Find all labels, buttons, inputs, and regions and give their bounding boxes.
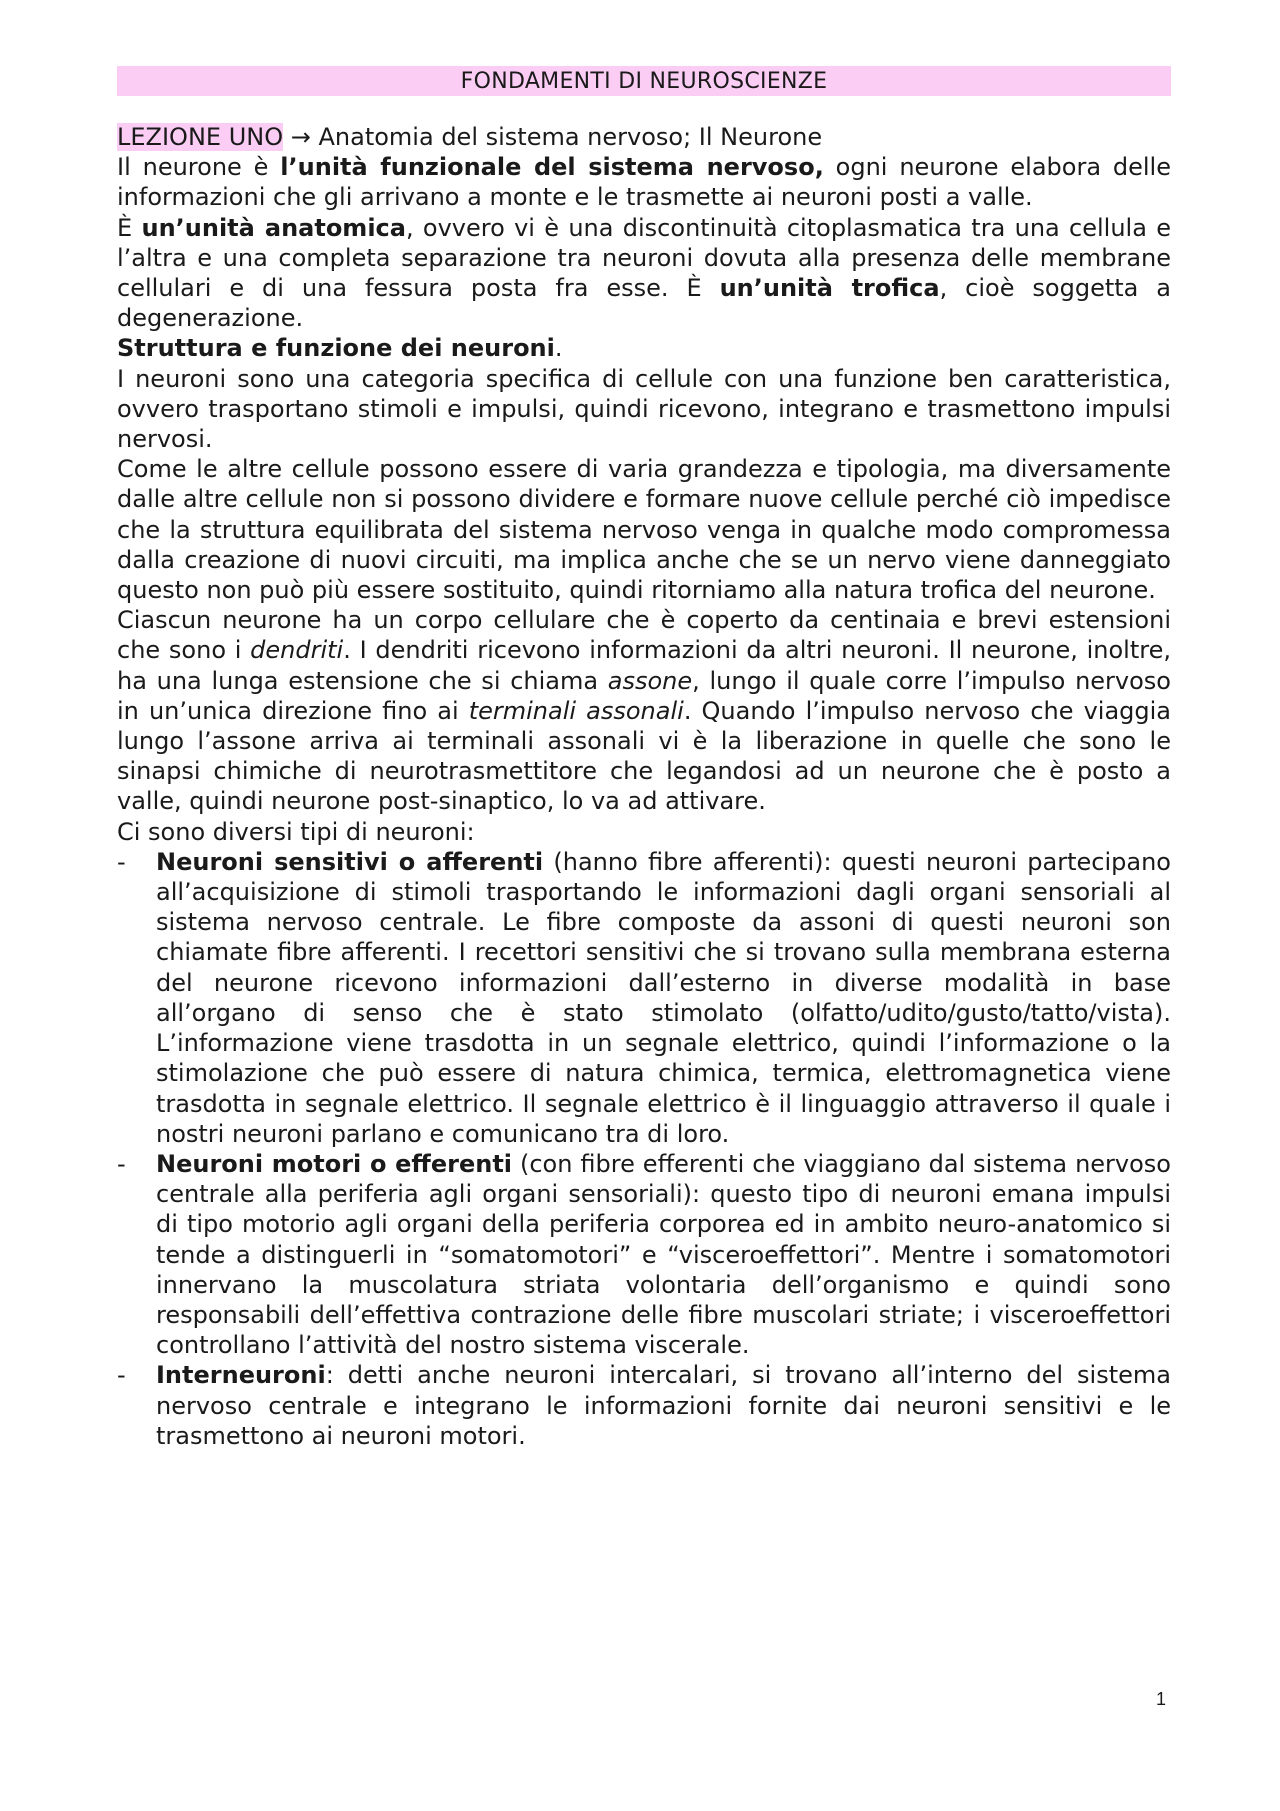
document-body <box>117 122 1171 1451</box>
page-number: 1 <box>1156 1689 1167 1709</box>
paragraph-neuron-category: I neuroni sono una categoria specifica di cellule con una funzione ben caratteristica, ovvero trasportano stimoli e impulsi, quindi ricevono, integrano e trasmettono impulsi nervosi. <box>117 364 1171 454</box>
anatomical-unit-bold: un’unità anatomica <box>141 213 406 242</box>
dash-bullet: - <box>117 1149 126 1178</box>
paragraph-cell-division: Come le altre cellule possono essere di varia grandezza e tipologia, ma diversamente dalle altre cellule non si possono dividere e formare nuove cellule perché ciò impedisce che la struttura equilibrata del sistema nervoso venga in qualche modo compromessa dalla creazione di nuovi circuiti, ma implica anche che se un nervo viene danneggiato questo non può più essere sostituito, quindi ritorniamo alla natura trofica del neurone. <box>117 455 1171 605</box>
axon-term: assone <box>607 666 693 695</box>
list-item-motor: - Neuroni motori o efferenti (con fibre efferenti che viaggiano dal sistema nervoso centrale alla periferia agli organi sensoriali): questo tipo di neuroni emana impulsi di tipo motorio agli organi della periferia corporea ed in ambito neuro-anatomico si tende a distinguerli in “somatomotori” e “visceroeffettori”. Mentre i somatomotori innervano la muscolatura striata volontaria dell’organismo e quindi sono responsabili dell’effettiva contrazione delle fibre muscolari striate; i visceroeffettori controllano l’attività del nostro sistema viscerale. <box>117 1149 1171 1360</box>
paragraph-anatomical-unit: È un’unità anatomica, ovvero vi è una discontinuità citoplasmatica tra una cellula e l’altra e una completa separazione tra neuroni dovuta alla presenza delle membrane cellulari e di una fessura posta fra esse. È un’unità trofica, cioè soggetta a degenerazione. <box>117 213 1172 333</box>
axon-terminals-term: terminali assonali <box>468 696 684 725</box>
section-heading: Struttura e funzione dei neuroni. <box>117 334 563 363</box>
lesson-topic: Anatomia del sistema nervoso; Il Neurone <box>318 123 823 151</box>
paragraph-functional-unit: Il neurone è l’unità funzionale del sistema nervoso, ogni neurone elabora delle informazioni che gli arrivano a monte e le trasmette ai neuroni posti a valle. <box>117 153 1171 212</box>
list-item-term: Interneuroni <box>156 1361 326 1390</box>
types-intro: Ci sono diversi tipi di neuroni: <box>117 817 475 846</box>
dendrites-term: dendriti <box>250 636 344 665</box>
list-item-interneurons: - Interneuroni: detti anche neuroni intercalari, si trovano all’interno del sistema nervoso centrale e integrano le informazioni fornite dai neuroni sensitivi e le trasmettono ai neuroni motori. <box>117 1361 1171 1450</box>
dash-bullet: - <box>117 847 126 876</box>
lesson-heading <box>117 122 1171 152</box>
dash-bullet: - <box>117 1361 126 1390</box>
list-item-term: Neuroni motori o efferenti <box>156 1149 513 1178</box>
trophic-unit-bold: un’unità trofica <box>719 274 940 303</box>
arrow-right-icon: → <box>290 123 311 151</box>
section-title: Struttura e funzione dei neuroni <box>117 334 555 363</box>
list-item-term: Neuroni sensitivi o afferenti <box>156 847 544 876</box>
list-item-sensory: - Neuroni sensitivi o afferenti (hanno fibre afferenti): questi neuroni partecipano all’acquisizione di stimoli trasportando le informazioni dagli organi sensoriali al sistema nervoso centrale. Le fibre composte da assoni di questi neuroni son chiamate fibre afferenti. I recettori sensitivi che si trovano sulla membrana esterna del neurone ricevono informazioni dall’esterno in diverse modalità in base all’organo di senso che è stato stimolato (olfatto/udito/gusto/tatto/vista). L’informazione viene trasdotta in un segnale elettrico, quindi l’informazione o la stimolazione che può essere di natura chimica, termica, elettromagnetica viene trasdotta in segnale elettrico. Il segnale elettrico è il linguaggio attraverso il quale i nostri neuroni parlano e comunicano tra di loro. <box>117 847 1171 1148</box>
document-page <box>117 66 1171 1451</box>
lesson-label: LEZIONE UNO <box>117 123 284 151</box>
document-title: FONDAMENTI DI NEUROSCIENZE <box>117 66 1171 96</box>
neuron-types-list <box>117 847 1171 1451</box>
paragraph-neuron-structure: Ciascun neurone ha un corpo cellulare che è coperto da centinaia e brevi estensioni che sono i dendriti. I dendriti ricevono informazioni da altri neuroni. Il neurone, inoltre, ha una lunga estensione che si chiama assone, lungo il quale corre l’impulso nervoso in un’unica direzione fino ai terminali assonali. Quando l’impulso nervoso che viaggia lungo l’assone arriva ai terminali assonali vi è la liberazione in quelle che sono le sinapsi chimiche di neurotrasmettitore che legandosi ad un neurone che è posto a valle, quindi neurone post-sinaptico, lo va ad attivare. <box>117 606 1172 816</box>
functional-unit-bold: l’unità funzionale del sistema nervoso, <box>280 153 824 182</box>
